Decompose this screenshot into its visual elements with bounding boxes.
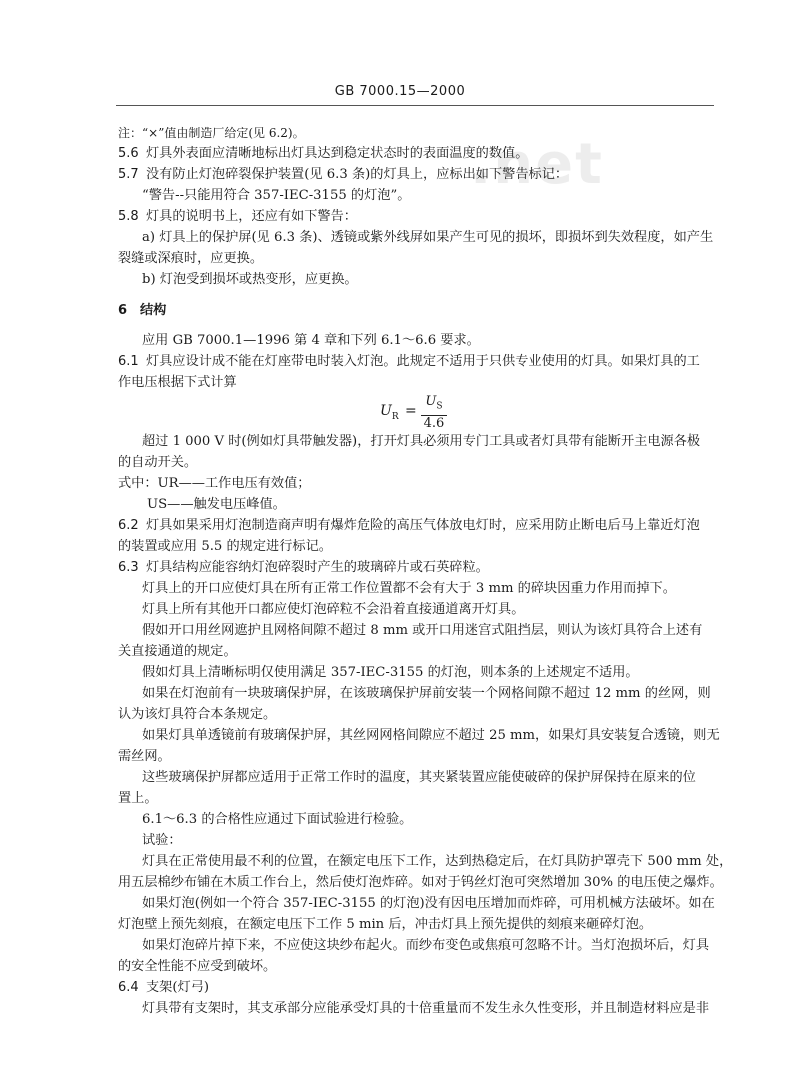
text-line-p61c [142, 433, 700, 451]
clause-text: 关直接通道的规定。 [118, 644, 237, 659]
clause-text: 灯具在正常使用最不利的位置，在额定电压下工作，达到热稳定后，在灯具防护罩壳下 500 mm 处， [142, 854, 733, 869]
clause-text: 6.1～6.3 的合格性应通过下面试验进行检验。 [142, 812, 413, 827]
text-line-p63k2 [118, 916, 652, 934]
watermark: .net [470, 132, 604, 197]
clause-number: 6.2 [118, 518, 139, 533]
clause-text: 灯具应设计成不能在灯座带电时装入灯泡。此规定不适用于只供专业使用的灯具。如果灯具的工 [146, 354, 700, 369]
text-line-note [118, 124, 305, 142]
clause-text: 假如开口用丝网遮护且网格间隙不超过 8 mm 或开口用迷宫式阻挡层，则认为该灯具符合上述有 [142, 623, 703, 638]
clause-text: 如果在灯泡前有一块玻璃保护屏，在该玻璃保护屏前安装一个网格间隙不超过 12 mm 的丝网，则 [142, 686, 711, 701]
clause-text: 超过 1 000 V 时(例如灯具带触发器)，打开灯具必须用专门工具或者灯具带有能断开主电源各极 [142, 434, 701, 449]
text-line-p63b [142, 601, 524, 619]
text-line-s64 [118, 979, 209, 997]
clause-text: 式中：UR——工作电压有效值； [118, 476, 311, 491]
clause-text: 灯具外表面应清晰地标出灯具达到稳定状态时的表面温度的数值。 [146, 146, 529, 161]
text-line-p63j [142, 853, 732, 871]
text-line-s58a2 [118, 250, 263, 268]
text-line-p6 [142, 332, 480, 350]
standard-code-header: GB 7000.15—2000 [334, 84, 466, 99]
text-line-s61b [118, 374, 237, 392]
text-line-s61 [118, 353, 700, 371]
clause-text: 灯具上的开口应使灯具在所有正常工作位置都不会有大于 3 mm 的碎块因重力作用而掉下。 [142, 581, 676, 596]
clause-text: 假如灯具上清晰标明仅使用满足 357-IEC-3155 的灯泡，则本条的上述规定不适用。 [142, 665, 639, 680]
header-rule [116, 105, 714, 106]
text-line-p63a [142, 580, 676, 598]
text-line-s58a [142, 229, 713, 247]
text-line-p63k [142, 895, 715, 913]
clause-number: 5.8 [118, 209, 139, 224]
clause-text: 灯具如果采用灯泡制造商声明有爆炸危险的高压气体放电灯时，应采用防止断电后马上靠近灯泡 [146, 518, 700, 533]
text-line-p63h [142, 811, 412, 829]
clause-text: a) 灯具上的保护屏(见 6.3 条)、透镜或紫外线屏如果产生可见的损坏，即损坏到失效程度，如产生 [142, 230, 714, 245]
text-line-p63l2 [118, 958, 276, 976]
clause-text: 灯具带有支架时，其支承部分应能承受灯具的十倍重量而不发生永久性变形，并且制造材料应是非 [142, 1001, 710, 1016]
clause-text: 裂缝或深痕时，应更换。 [118, 251, 264, 266]
text-line-s62 [118, 517, 700, 535]
text-line-p61d [118, 454, 197, 472]
formula-lhs: $U_R$ [380, 403, 399, 422]
clause-text: 灯具上所有其他开口都应使灯泡碎粒不会沿着直接通道离开灯具。 [142, 602, 525, 617]
text-line-s58 [118, 208, 357, 226]
clause-text: 这些玻璃保护屏都应适用于正常工作时的温度，其夹紧装置应能使破碎的保护屏保持在原来的位 [142, 770, 696, 785]
clause-number: 6.4 [118, 980, 139, 995]
text-line-p63c2 [118, 643, 237, 661]
clause-text: 注：“×”值由制造厂给定(见 6.2)。 [118, 126, 305, 140]
text-line-p63e2 [118, 706, 276, 724]
clause-text: 的装置或应用 5.5 的规定进行标记。 [118, 539, 332, 554]
text-line-s57 [118, 166, 568, 184]
clause-number: 5.6 [118, 146, 139, 161]
clause-text: 需丝网。 [118, 749, 171, 764]
clause-text: b) 灯泡受到损坏或热变形，应更换。 [142, 272, 358, 287]
clause-text: “警告--只能用符合 357-IEC-3155 的灯泡”。 [142, 188, 411, 203]
clause-text: 如果灯具单透镜前有玻璃保护屏，其丝网网格间隙应不超过 25 mm，如果灯具安装复合透镜，则无 [142, 728, 720, 743]
clause-text: 作电压根据下式计算 [118, 375, 237, 390]
text-line-s58b [142, 271, 358, 289]
clause-text: 灯泡壁上预先刻痕，在额定电压下工作 5 min 后，冲击灯具上预先提供的刻痕来砸碎灯泡。 [118, 917, 653, 932]
text-line-s63 [118, 559, 489, 577]
text-line-s56 [118, 145, 528, 163]
clause-text: 支架(灯弓) [146, 980, 210, 995]
clause-number: 5.7 [118, 167, 139, 182]
text-line-p63i [142, 832, 182, 850]
text-line-s57b [142, 187, 410, 205]
text-line-p63f2 [118, 748, 171, 766]
clause-text: 结构 [140, 303, 167, 318]
text-line-p63g2 [118, 790, 158, 808]
formula-denominator: 4.6 [423, 415, 445, 431]
formula-fraction [420, 394, 448, 432]
text-line-s62b [118, 538, 332, 556]
text-line-p63e [142, 685, 711, 703]
clause-text: 没有防止灯泡碎裂保护装置(见 6.3 条)的灯具上，应标出如下警告标记： [146, 167, 569, 182]
clause-text: 灯具结构应能容纳灯泡碎裂时产生的玻璃碎片或石英碎粒。 [146, 560, 489, 575]
clause-text: 试验： [142, 833, 182, 848]
text-line-h6 [118, 302, 166, 320]
text-line-w1 [118, 475, 310, 493]
text-line-p63f [142, 727, 720, 745]
clause-number: 6 [118, 303, 128, 318]
text-line-p63j2 [118, 874, 723, 892]
clause-text: 灯具的说明书上，还应有如下警告： [146, 209, 357, 224]
formula-equals: = [405, 403, 417, 419]
clause-text: 用五层棉纱布铺在木质工作台上，然后使灯泡炸碎。如对于钨丝灯泡可突然增加 30% 的电压使之爆炸。 [118, 875, 723, 890]
clause-text: 如果灯泡(例如一个符合 357-IEC-3155 的灯泡)没有因电压增加而炸碎，可用机械方法破坏。如在 [142, 896, 715, 911]
formula-numerator: $U_S$ [425, 394, 443, 412]
clause-text: 的自动开关。 [118, 455, 198, 470]
text-line-p63g [142, 769, 696, 787]
text-line-p63d [142, 664, 639, 682]
clause-text: 置上。 [118, 791, 158, 806]
clause-text: 应用 GB 7000.1—1996 第 4 章和下列 6.1～6.6 要求。 [142, 333, 480, 348]
clause-text: US——触发电压峰值。 [147, 497, 286, 512]
text-line-p63l [142, 937, 709, 955]
text-line-p63c [142, 622, 702, 640]
clause-text: 认为该灯具符合本条规定。 [118, 707, 277, 722]
text-line-p64a [142, 1000, 709, 1018]
clause-number: 6.3 [118, 560, 139, 575]
clause-text: 如果灯泡碎片掉下来，不应使这块纱布起火。而纱布变色或焦痕可忽略不计。当灯泡损坏后，灯具 [142, 938, 710, 953]
text-line-w2 [147, 496, 286, 514]
clause-number: 6.1 [118, 354, 139, 369]
clause-text: 的安全性能不应受到破坏。 [118, 959, 277, 974]
